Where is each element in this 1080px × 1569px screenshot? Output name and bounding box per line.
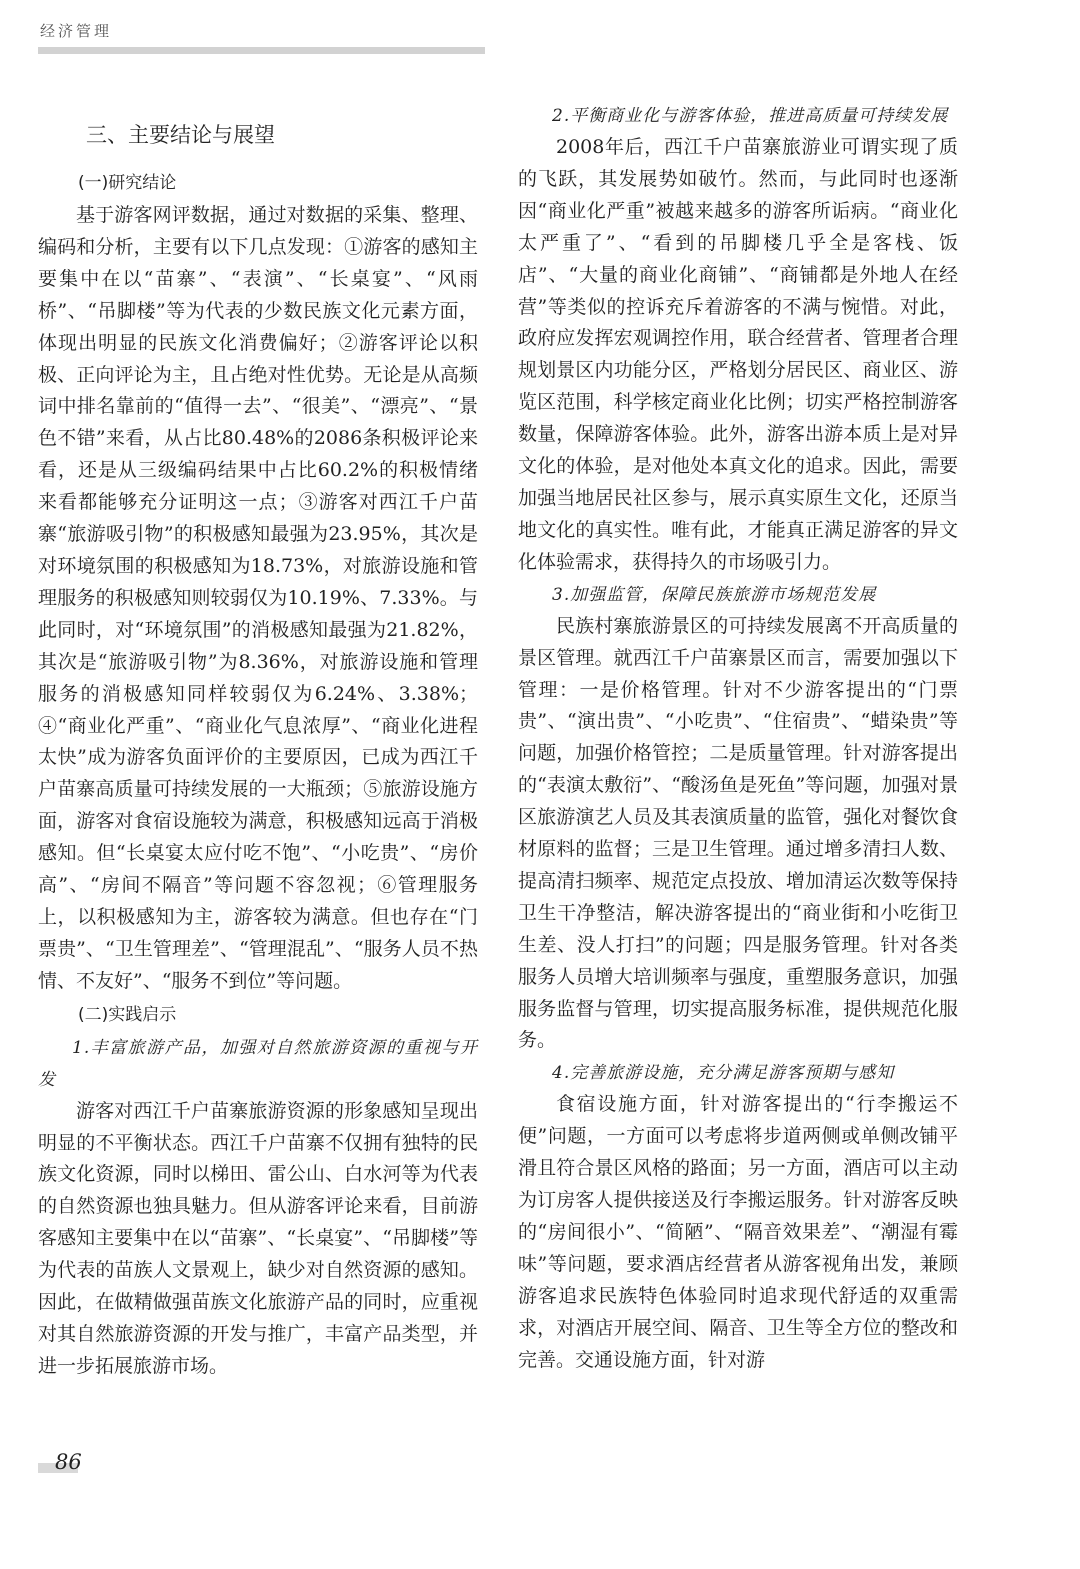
left-column — [38, 100, 478, 1383]
paragraph-item-2: 2008年后，西江千户苗寨旅游业可谓实现了质的飞跃，其发展势如破竹。然而，与此同时也逐渐因“商业化严重”被越来越多的游客所诟病。“商业化太严重了”、“看到的吊脚楼几乎全是客栈、饭店”、“大量的商业化商铺”、“商铺都是外地人在经营”等类似的控诉充斥着游客的不满与惋惜。对此，政府应发挥宏观调控作用，联合经营者、管理者合理规划景区内功能分区，严格划分居民区、商业区、游览区范围，科学核定商业化比例；切实严格控制游客数量，保障游客体验。此外，游客出游本质上是对异文化的体验，是对他处本真文化的追求。因此，需要加强当地居民社区参与，展示真实原生文化，还原当地文化的真实性。唯有此，才能真正满足游客的异文化体验需求，获得持久的市场吸引力。 — [518, 136, 958, 573]
page-number: 86 — [55, 1450, 82, 1474]
item-title-4: 4.完善旅游设施，充分满足游客预期与感知 — [552, 1063, 895, 1084]
right-column — [518, 100, 958, 1377]
subsection-title-conclusions: (一)研究结论 — [78, 173, 177, 193]
header-rule — [38, 47, 485, 54]
item-title-3: 3.加强监管，保障民族旅游市场规范发展 — [552, 584, 877, 605]
item-title-2: 2.平衡商业化与游客体验，推进高质量可持续发展 — [552, 106, 949, 126]
running-head: 经济管理 — [40, 22, 113, 40]
item-title-1: 1.丰富旅游产品，加强对自然旅游资源的重视与开发 — [38, 1037, 478, 1090]
paragraph-conclusions: 基于游客网评数据，通过对数据的采集、整理、编码和分析，主要有以下几点发现：①游客的感知主要集中在以“苗寨”、“表演”、“长桌宴”、“风雨桥”、“吊脚楼”等为代表的少数民族文化元素方面，体现出明显的民族文化消费偏好；②游客评论以积极、正向评论为主，且占绝对性优势。无论是从高频词中排名靠前的“值得一去”、“很美”、“漂亮”、“景色不错”来看，从占比80.48%的2086条积极评论来看，还是从三级编码结果中占比60.2%的积极情绪来看都能够充分证明这一点；③游客对西江千户苗寨“旅游吸引物”的积极感知最强为23.95%，其次是对环境氛围的积极感知为18.73%，对旅游设施和管理服务的积极感知则较弱仅为10.19%、7.33%。与此同时，对“环境氛围”的消极感知最强为21.82%，其次是“旅游吸引物”为8.36%，对旅游设施和管理服务的消极感知同样较弱仅为6.24%、3.38%；④“商业化严重”、“商业化气息浓厚”、“商业化进程太快”成为游客负面评价的主要原因，已成为西江千户苗寨高质量可持续发展的一大瓶颈；⑤旅游设施方面，游客对食宿设施较为满意，积极感知远高于消极感知。但“长桌宴太应付吃不饱”、“小吃贵”、“房价高”、“房间不隔音”等问题不容忽视；⑥管理服务上，以积极感知为主，游客较为满意。但也存在“门票贵”、“卫生管理差”、“管理混乱”、“服务人员不热情、不友好”、“服务不到位”等问题。 — [38, 204, 478, 992]
section-title: 三、主要结论与展望 — [86, 123, 275, 147]
paragraph-item-3: 民族村寨旅游景区的可持续发展离不开高质量的景区管理。就西江千户苗寨景区而言，需要加强以下管理：一是价格管理。针对不少游客提出的“门票贵”、“演出贵”、“小吃贵”、“住宿贵”、“蜡染贵”等问题，加强价格管控；二是质量管理。针对游客提出的“表演太敷衍”、“酸汤鱼是死鱼”等问题，加强对景区旅游演艺人员及其表演质量的监管，强化对餐饮食材原料的监督；三是卫生管理。通过增多清扫人数、提高清扫频率、规范定点投放、增加清运次数等保持卫生干净整洁，解决游客提出的“商业街和小吃街卫生差、没人打扫”的问题；四是服务管理。针对各类服务人员增大培训频率与强度，重塑服务意识，加强服务监督与管理，切实提高服务标准，提供规范化服务。 — [518, 614, 958, 1052]
subsection-title-implications: (二)实践启示 — [78, 1004, 177, 1025]
paragraph-item-1: 游客对西江千户苗寨旅游资源的形象感知呈现出明显的不平衡状态。西江千户苗寨不仅拥有独特的民族文化资源，同时以梯田、雷公山、白水河等为代表的自然资源也独具魅力。但从游客评论来看，目前游客感知主要集中在以“苗寨”、“长桌宴”、“吊脚楼”等为代表的苗族人文景观上，缺少对自然资源的感知。因此，在做精做强苗族文化旅游产品的同时，应重视对其自然旅游资源的开发与推广，丰富产品类型，并进一步拓展旅游市场。 — [38, 1099, 478, 1377]
paragraph-item-4: 食宿设施方面，针对游客提出的“行李搬运不便”问题，一方面可以考虑将步道两侧或单侧改铺平滑且符合景区风格的路面；另一方面，酒店可以主动为订房客人提供接送及行李搬运服务。针对游客反映的“房间很小”、“简陋”、“隔音效果差”、“潮湿有霉味”等问题，要求酒店经营者从游客视角出发，兼顾游客追求民族特色体验同时追求现代舒适的双重需求，对酒店开展空间、隔音、卫生等全方位的整改和完善。交通设施方面，针对游 — [518, 1093, 958, 1371]
